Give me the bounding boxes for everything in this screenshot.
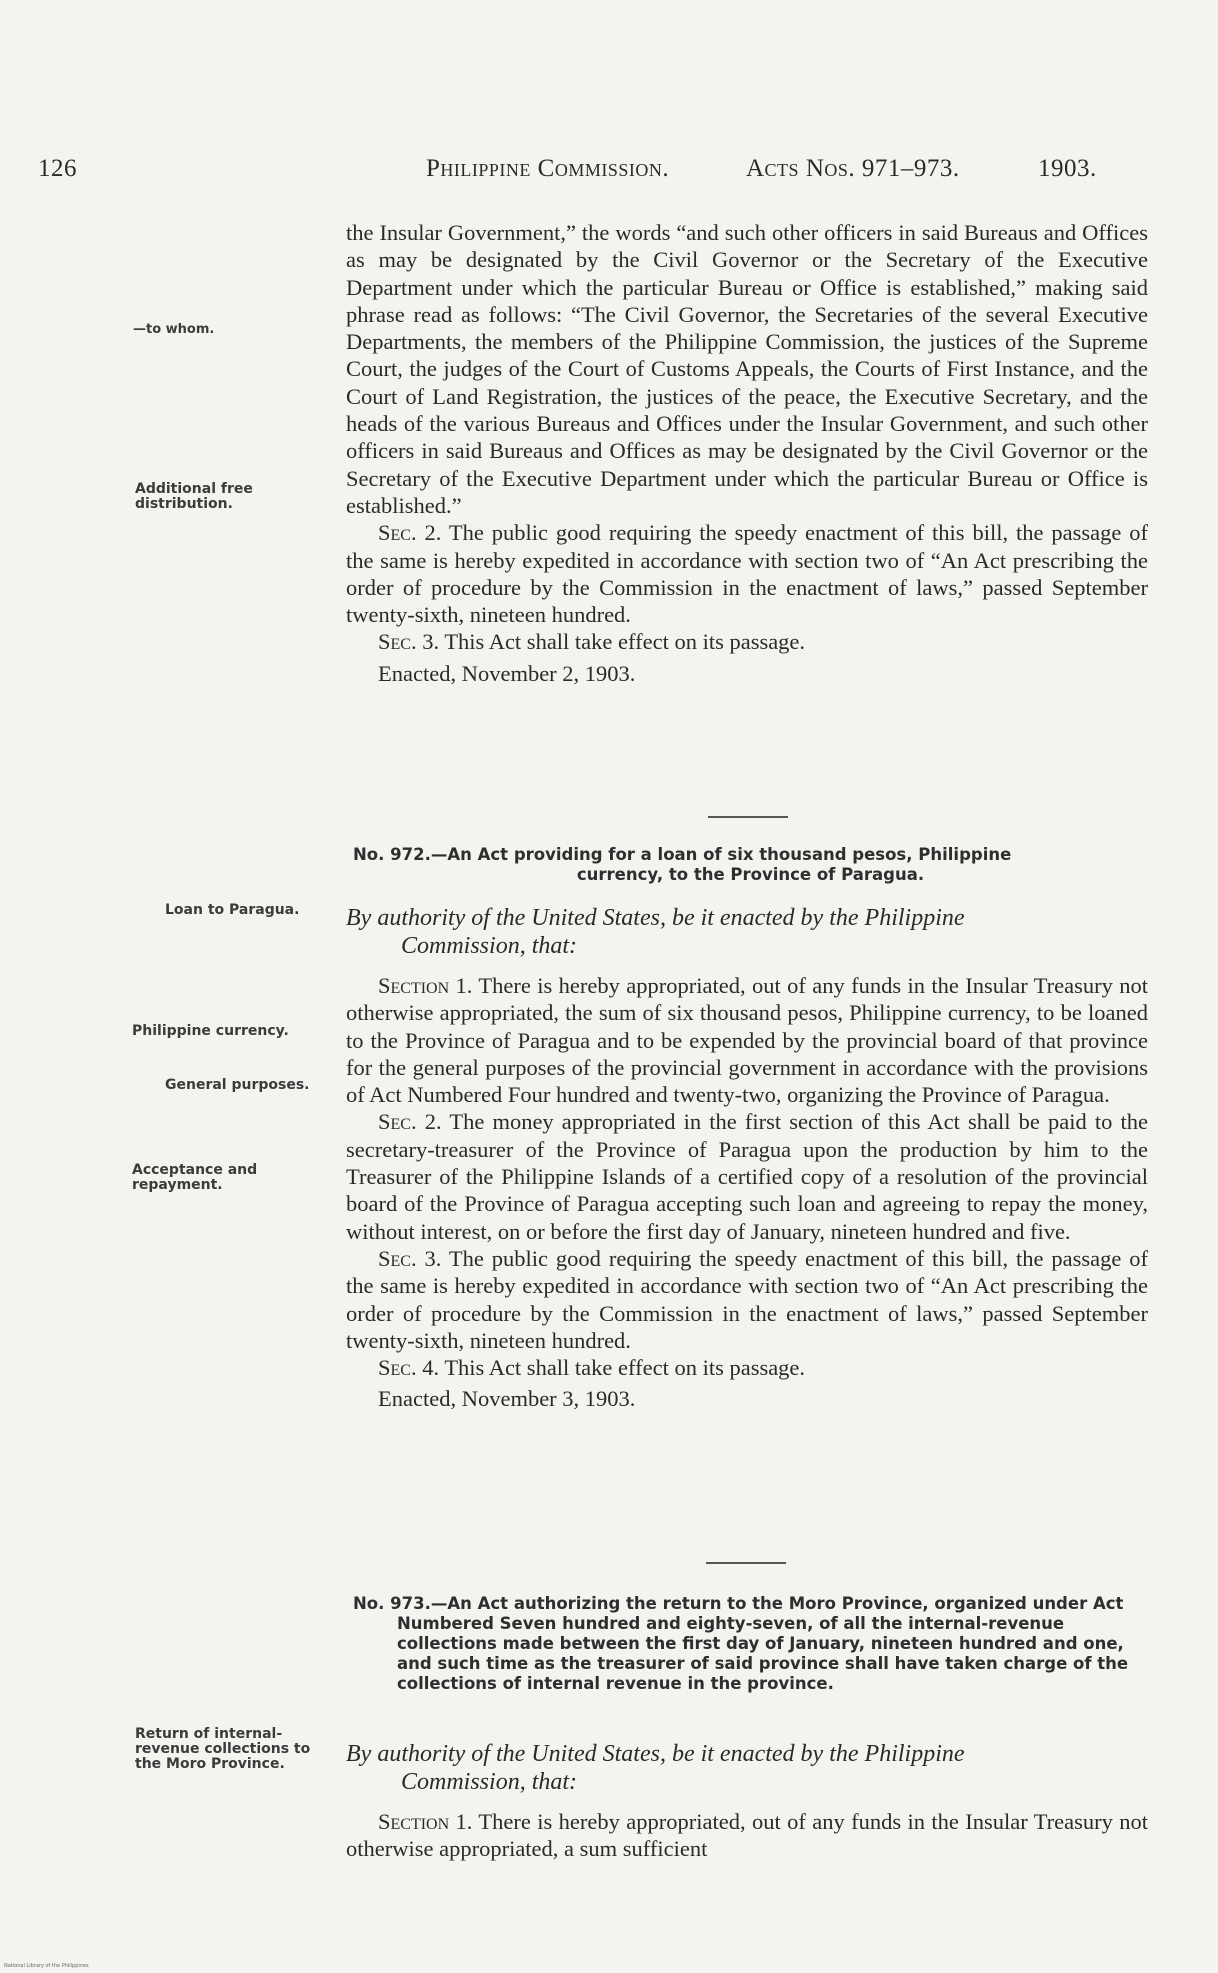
section-text: The public good requiring the speedy enactment of this bill, the passage of the same is hereby expedited in accordance with section two of “An Act prescribing the order of procedure by the Commission in the enactment of laws,” passed September twenty-sixth, nineteen hundred.: [346, 520, 1148, 628]
section-text: The public good requiring the speedy enactment of this bill, the passage of the same is hereby expedited in accordance with section two of “An Act prescribing the order of procedure by the Commission in the enactment of laws,” passed September twenty-sixth, nineteen hundred.: [346, 1245, 1148, 1353]
sidenote-acceptance-repayment: Acceptance and repayment.: [132, 1162, 258, 1193]
section-text: There is hereby appropriated, out of any funds in the Insular Treasury not otherwise appropriated, a sum sufficient: [346, 1809, 1149, 1862]
section-label: Section 1.: [378, 973, 473, 998]
act971-enacted: Enacted, November 2, 1903.: [378, 660, 636, 686]
act-number: No. 973.: [353, 1594, 431, 1613]
sidenote-to-whom: —to whom.: [133, 322, 215, 337]
act973-heading-text: [353, 1594, 1148, 1694]
act972-heading: [353, 845, 1148, 885]
sidenote-loan-to-paragua: Loan to Paragua.: [165, 902, 300, 918]
section-text: There is hereby appropriated, out of any funds in the Insular Treasury not otherwise appropriated, the sum of six thousand pesos, Philippine currency, to be loaned to the Province of Paragua and to be expended by the provincial board of that province for the general purposes of the provincial government in accordance with the provisions of Act Numbered Four hundred and twenty-two, organizing the Province of Paragua.: [346, 973, 1149, 1108]
section-label: Sec. 2.: [378, 1109, 442, 1135]
running-title: Philippine Commission.: [426, 155, 670, 182]
divider-rule: [708, 816, 788, 818]
section-label: Sec. 3.: [378, 629, 440, 655]
act972-body: [346, 972, 1148, 1413]
section-text: The money appropriated in the first section of this Act shall be paid to the secretary-treasurer of the Province of Paragua upon the production by him to the Treasurer of the Philippine Islands of a certified copy of a resolution of the provincial board of the Province of Paragua accepting such loan and agreeing to repay the money, without interest, on or before the first day of January, nineteen hundred and five.: [346, 1109, 1148, 1244]
sidenote-return-internal-revenue: Return of internal-revenue collections to the Moro Province.: [135, 1726, 311, 1772]
running-year: 1903.: [1038, 155, 1097, 182]
sidenote-additional-free: Additional free distribution.: [135, 481, 253, 512]
act973-sec1: [346, 1808, 1148, 1863]
section-text: This Act shall take effect on its passage.: [444, 1355, 806, 1381]
act972-heading-line1: [353, 845, 1148, 865]
sidenote-general-purposes: General purposes.: [165, 1077, 310, 1093]
enacting-line2: Commission, that:: [401, 933, 578, 959]
enacting-line1: By authority of the United States, be it enacted by the Philippine: [346, 905, 965, 931]
act972-sec4: [346, 1354, 1148, 1381]
scan-footer: National Library of the Philippines: [4, 1963, 89, 1969]
section-label: Section 1.: [378, 1809, 473, 1834]
act973-heading: [353, 1594, 1148, 1694]
section-label: Sec. 4.: [378, 1355, 440, 1381]
act971-sec2: [346, 519, 1148, 628]
act973-body: [346, 1808, 1148, 1863]
act971-paragraph: the Insular Government,” the words “and such other officers in said Bureaus and Offices as may be designated by the Civil Governor or the Secretary of the Executive Department under which the particular Bureau or Office is established,” making said phrase read as follows: “The Civil Governor, the Secretaries of the several Executive Departments, the members of the Philippine Commission, the justices of the Supreme Court, the judges of the Court of Customs Appeals, the Courts of First Instance, and the Court of Land Registration, the justices of the peace, the Executive Secretary, and the heads of the various Bureaus and Offices under the Insular Government, and such other officers in said Bureaus and Offices as may be designated by the Civil Governor or the Secretary of the Executive Department under which the particular Bureau or Office is established.”: [346, 220, 1148, 518]
act972-sec3: [346, 1245, 1148, 1354]
enacting-line1: By authority of the United States, be it enacted by the Philippine: [346, 1741, 965, 1767]
enacting-line2: Commission, that:: [401, 1769, 578, 1795]
section-text: This Act shall take effect on its passage.: [444, 629, 806, 655]
page-number: 126: [38, 155, 77, 182]
act972-heading-line2: currency, to the Province of Paragua.: [576, 865, 925, 884]
act971-continuation: [346, 219, 1148, 687]
act973-enacting-clause: [346, 1740, 1148, 1796]
act-title: —An Act providing for a loan of six thousand pesos, Philippine: [430, 845, 1012, 864]
act972-enacted: Enacted, November 3, 1903.: [378, 1386, 636, 1412]
act972-sec2: [346, 1108, 1148, 1244]
act971-sec3: [346, 628, 1148, 655]
sidenote-philippine-currency: Philippine currency.: [132, 1023, 289, 1039]
section-label: Sec. 3.: [378, 1245, 442, 1271]
section-label: Sec. 2.: [378, 520, 442, 546]
act972-enacting-clause: [346, 904, 1148, 960]
act-title: —An Act authorizing the return to the Moro Province, organized under Act Numbered Seven hundred and eighty-seven, of all the internal-revenue collections made between the first day of January, nineteen hundred and one, and such time as the treasurer of said province shall have taken charge of the collections of internal revenue in the province.: [397, 1594, 1129, 1693]
act972-sec1: [346, 972, 1148, 1108]
running-acts: Acts Nos. 971–973.: [746, 155, 960, 182]
divider-rule: [706, 1562, 786, 1564]
act-number: No. 972.: [353, 845, 431, 864]
